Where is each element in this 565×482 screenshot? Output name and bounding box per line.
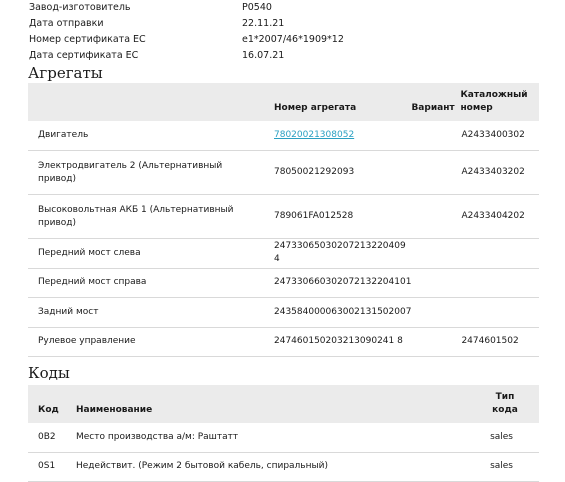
aggregate-name: Передний мост справа [28, 268, 274, 298]
aggregate-catalog [460, 268, 539, 298]
aggregates-header-row [28, 83, 539, 121]
aggregate-number-link[interactable] [274, 121, 411, 151]
table-row [28, 423, 539, 452]
table-row [28, 452, 539, 481]
info-label: Дата отправки [29, 18, 104, 29]
aggregate-number: 24733065030207213220409 4 [274, 239, 411, 269]
code-value: 0S1 [28, 452, 76, 481]
info-value: 22.11.21 [242, 18, 285, 29]
codes-title: Коды [28, 364, 70, 382]
aggregate-variant [411, 298, 460, 328]
table-row [28, 239, 539, 269]
aggregate-name: Двигатель [28, 121, 274, 151]
table-row [28, 151, 539, 195]
aggregates-table [28, 83, 539, 357]
aggregate-name: Электродвигатель 2 (Альтернативный привод) [28, 151, 274, 195]
info-value: P0540 [242, 2, 272, 13]
aggregate-number: 247460150203213090241 8 [274, 327, 411, 357]
code-value: 0B2 [28, 423, 76, 452]
code-description: Недействит. (Режим 2 бытовой кабель, спиральный) [76, 452, 485, 481]
col-header-catalog: Каталожный номер [460, 90, 528, 113]
info-value: 16.07.21 [242, 50, 285, 61]
aggregate-name: Рулевое управление [28, 327, 274, 357]
aggregate-name: Высоковольтная АКБ 1 (Альтернативный привод) [28, 195, 274, 239]
info-value: e1*2007/46*1909*12 [242, 34, 344, 45]
code-description: Место производства а/м: Раштатт [76, 423, 485, 452]
aggregate-name: Передний мост слева [28, 239, 274, 269]
aggregate-number: 243584000063002131502007 [274, 298, 411, 328]
aggregate-variant [411, 327, 460, 357]
info-row-cert-date [29, 48, 549, 64]
aggregate-catalog [460, 298, 539, 328]
table-row [28, 268, 539, 298]
aggregate-number: 789061FA012528 [274, 195, 411, 239]
vehicle-info [29, 0, 549, 64]
aggregates-title: Агрегаты [28, 64, 103, 82]
aggregate-catalog: A2433403202 [460, 151, 539, 195]
aggregate-variant [411, 268, 460, 298]
col-header-code: Код [38, 405, 59, 415]
info-row-cert-number [29, 32, 549, 48]
aggregate-catalog: A2433400302 [460, 121, 539, 151]
info-row-plant [29, 0, 549, 16]
table-row [28, 121, 539, 151]
codes-header-row [28, 385, 539, 423]
code-type: sales [485, 452, 539, 481]
aggregate-variant [411, 151, 460, 195]
table-row [28, 195, 539, 239]
aggregate-number: 247330660302072132204101 [274, 268, 411, 298]
aggregate-variant [411, 239, 460, 269]
aggregate-number: 78050021292093 [274, 151, 411, 195]
code-type: sales [485, 423, 539, 452]
table-row [28, 298, 539, 328]
col-header-number: Номер агрегата [274, 103, 357, 113]
aggregate-catalog: 2474601502 [460, 327, 539, 357]
aggregate-name: Задний мост [28, 298, 274, 328]
aggregate-catalog [460, 239, 539, 269]
codes-table [28, 385, 539, 482]
col-header-type: Тип кода [492, 392, 518, 415]
col-header-name [28, 83, 274, 121]
col-header-variant: Вариант [411, 103, 455, 113]
aggregate-variant [411, 121, 460, 151]
aggregate-variant [411, 195, 460, 239]
table-row [28, 327, 539, 357]
info-label: Дата сертификата ЕС [29, 50, 139, 61]
aggregate-number[interactable]: 78020021308052 [274, 130, 355, 140]
info-label: Номер сертификата ЕС [29, 34, 146, 45]
col-header-description: Наименование [76, 405, 153, 415]
aggregate-catalog: A2433404202 [460, 195, 539, 239]
info-row-ship-date [29, 16, 549, 32]
info-label: Завод-изготовитель [29, 2, 131, 13]
